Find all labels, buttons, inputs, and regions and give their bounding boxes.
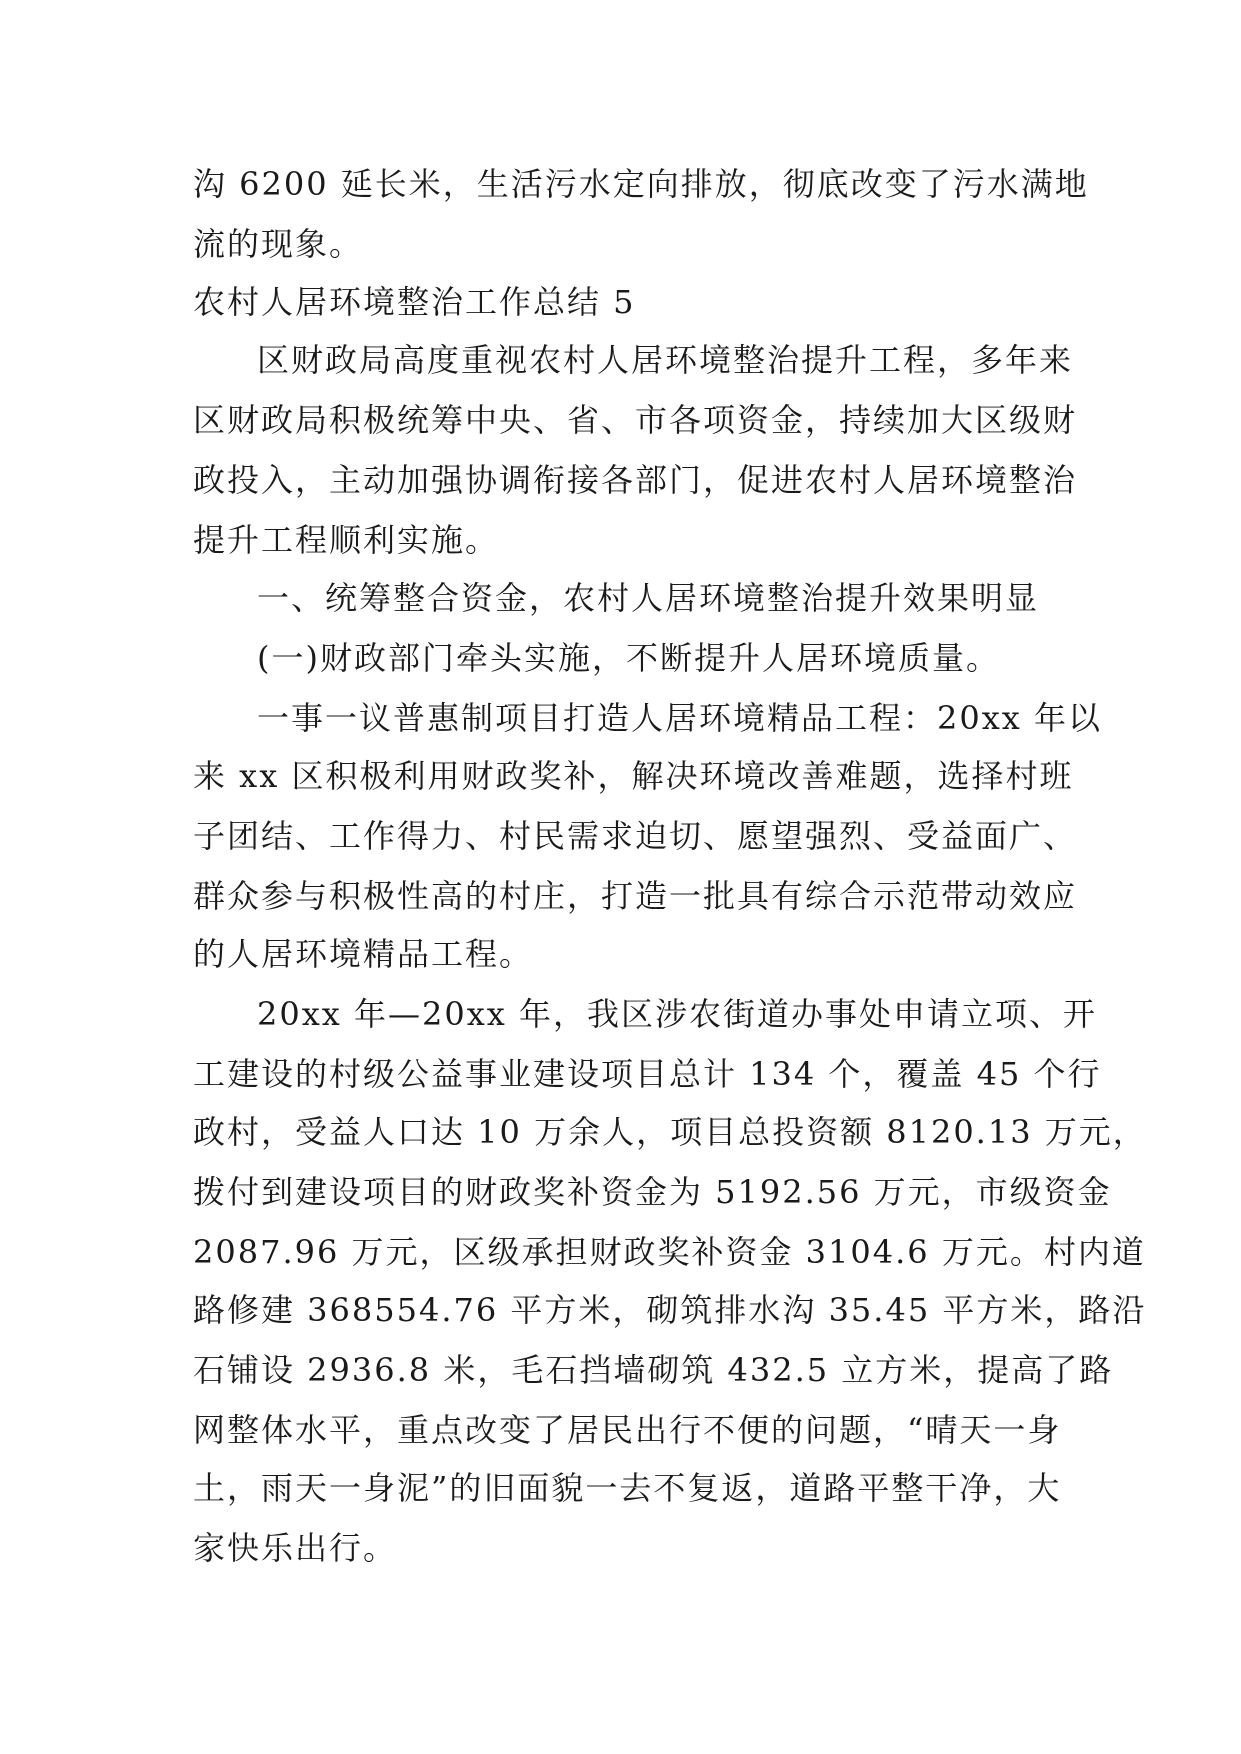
body-text-line: 沟 6200 延长米，生活污水定向排放，彻底改变了污水满地 <box>193 165 1089 203</box>
body-text-line: 工建设的村级公益事业建设项目总计 134 个，覆盖 45 个行 <box>193 1055 1102 1093</box>
body-text-line: 土，雨天一身泥”的旧面貌一去不复返，道路平整干净，大 <box>193 1469 1062 1507</box>
body-text-line: 群众参与积极性高的村庄，打造一批具有综合示范带动效应 <box>193 877 1078 915</box>
body-text-line: 来 xx 区积极利用财政奖补，解决环境改善难题，选择村班 <box>193 757 1074 795</box>
body-text-line: 政投入，主动加强协调衔接各部门，促进农村人居环境整治 <box>193 461 1078 499</box>
body-text-line: 区财政局积极统筹中央、省、市各项资金，持续加大区级财 <box>193 401 1078 439</box>
body-text-line: 提升工程顺利实施。 <box>193 521 500 559</box>
body-text-line: 2087.96 万元，区级承担财政奖补资金 3104.6 万元。村内道 <box>193 1233 1146 1271</box>
body-text-line: 子团结、工作得力、村民需求迫切、愿望强烈、受益面广、 <box>193 817 1078 855</box>
section-heading: 农村人居环境整治工作总结 5 <box>193 283 636 321</box>
body-text-line: 拨付到建设项目的财政奖补资金为 5192.56 万元，市级资金 <box>193 1173 1112 1211</box>
subheading-line: (一)财政部门牵头实施，不断提升人居环境质量。 <box>257 639 1000 677</box>
subheading-line: 一、统筹整合资金，农村人居环境整治提升效果明显 <box>257 579 1040 617</box>
body-text-line: 石铺设 2936.8 米，毛石挡墙砌筑 432.5 立方米，提高了路 <box>193 1351 1114 1389</box>
body-text-line: 家快乐出行。 <box>193 1529 398 1567</box>
body-text-line: 路修建 368554.76 平方米，砌筑排水沟 35.45 平方米，路沿 <box>193 1291 1147 1329</box>
paragraph-first-line: 一事一议普惠制项目打造人居环境精品工程：20xx 年以 <box>257 699 1102 737</box>
paragraph-first-line: 20xx 年—20xx 年，我区涉农街道办事处申请立项、开 <box>257 995 1097 1033</box>
body-text-line: 的人居环境精品工程。 <box>193 935 534 973</box>
body-text-line: 流的现象。 <box>193 225 364 263</box>
paragraph-first-line: 区财政局高度重视农村人居环境整治提升工程，多年来 <box>257 341 1074 379</box>
body-text-line: 网整体水平，重点改变了居民出行不便的问题，“晴天一身 <box>193 1411 1062 1449</box>
body-text-line: 政村，受益人口达 10 万余人，项目总投资额 8120.13 万元， <box>193 1113 1147 1151</box>
